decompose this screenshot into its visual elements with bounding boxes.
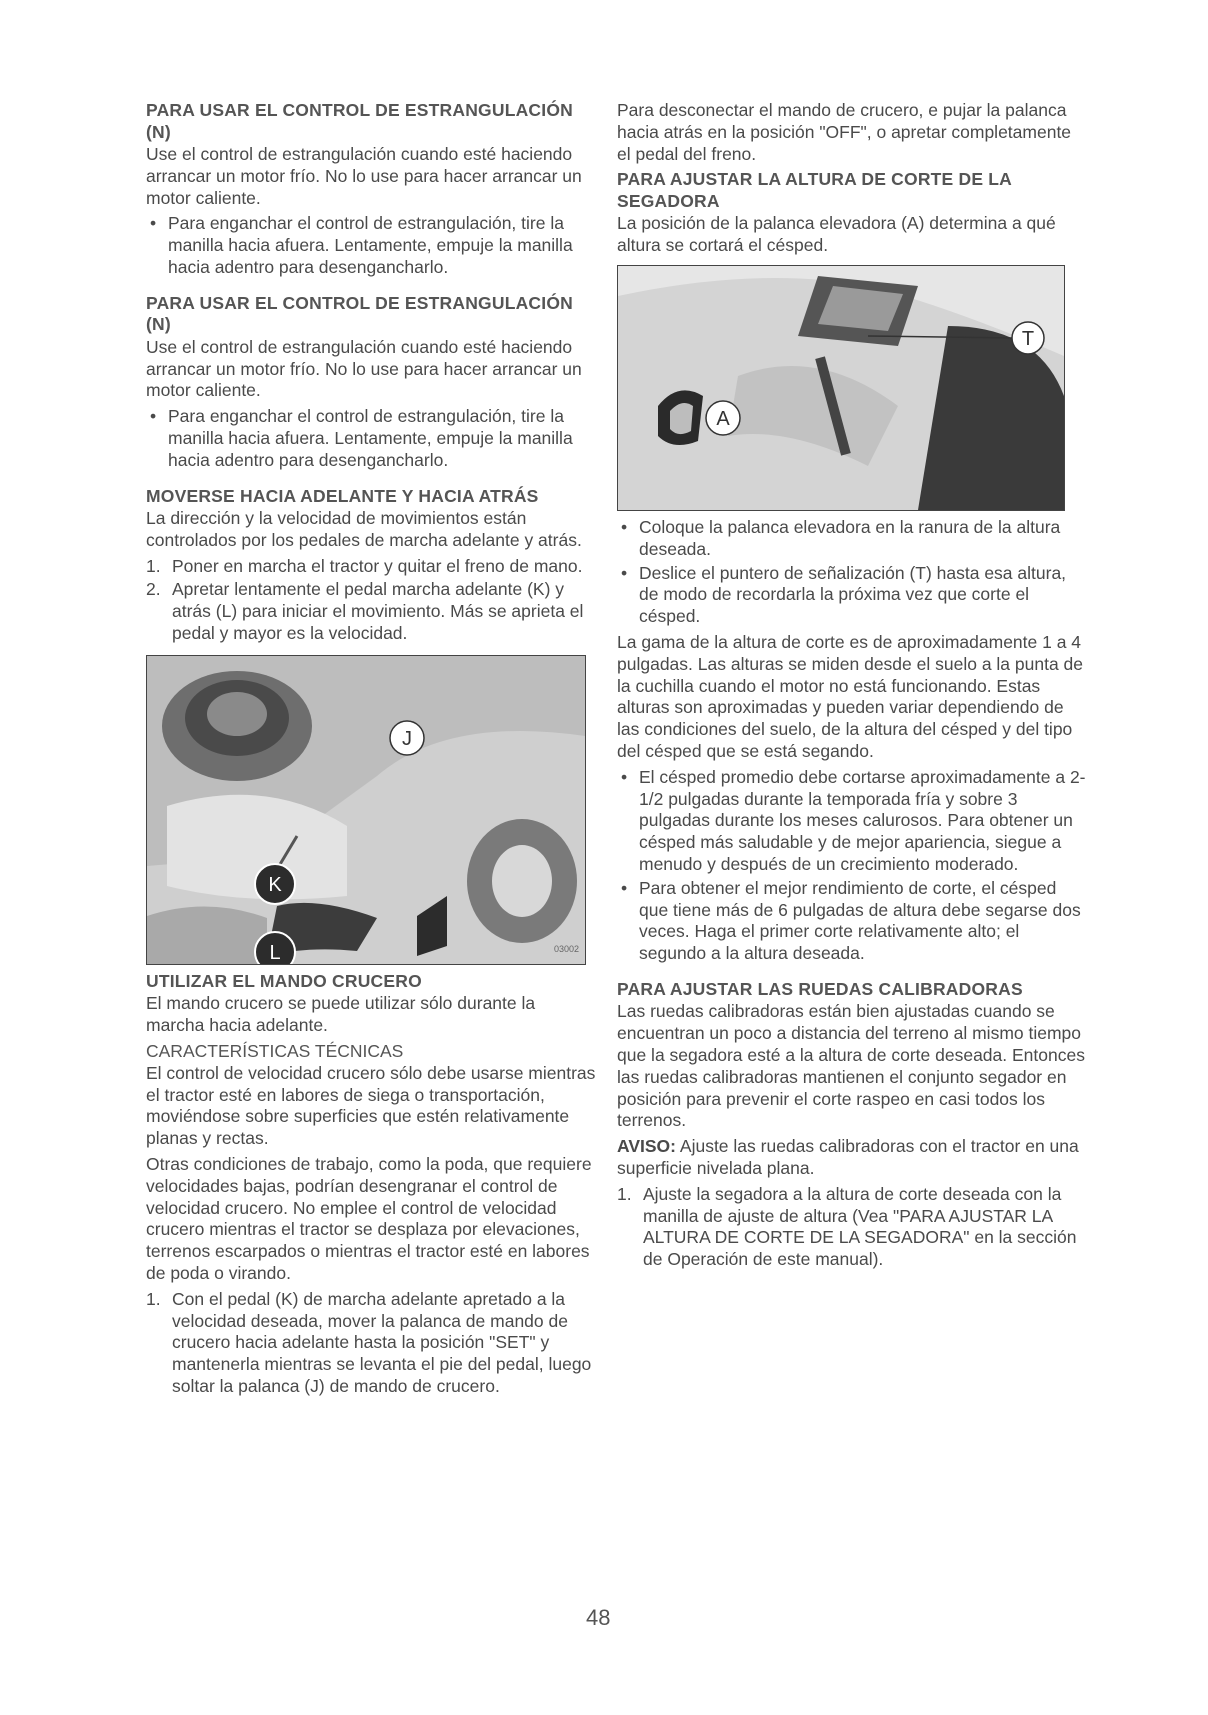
- height-bullet-4: • Para obtener el mejor rendimiento de corte, el césped que tiene más de 6 pulgadas de altura debe segarse dos veces. Haga el primer corte relativamente alto; el segundo a la altura deseada.: [617, 878, 1087, 965]
- cruise-continued: Para desconectar el mando de crucero, e pujar la palanca hacia atrás en la posición "OFF", o apretar completamente el pedal del freno.: [617, 100, 1072, 164]
- cruise-step-1: [146, 1289, 596, 1398]
- pedal-illustration: [147, 656, 585, 964]
- step-number: 2.: [146, 579, 161, 600]
- height-bullet-1: • Coloque la palanca elevadora en la ranura de la altura deseada.: [617, 517, 1087, 561]
- move-step-1: [146, 556, 596, 578]
- step-number: 1.: [146, 1288, 161, 1309]
- height-bullet-2: • Deslice el puntero de señalización (T) hasta esa altura, de modo de recordarla la próxima vez que corte el césped.: [617, 563, 1087, 628]
- height-section: [617, 169, 1087, 965]
- cruise-steps: [146, 1289, 596, 1398]
- pedal-figure: [146, 655, 586, 965]
- move-steps: [146, 556, 596, 645]
- height-p1: La gama de la altura de corte es de aproximadamente 1 a 4 pulgadas. Las alturas se miden desde el suelo a la punta de la cuchilla cuando el motor no está funcionando. Estas alturas son aproximadas y pueden variar dependiendo de las condiciones del suelo, de la altura del césped y del tipo del césped que se está segando.: [617, 631, 1084, 761]
- callout-k: K: [268, 873, 282, 896]
- choke-bullets-2: [146, 406, 596, 471]
- step-number: 1.: [617, 1183, 632, 1204]
- step-number: 1.: [146, 555, 161, 576]
- choke-bullet-1: • Para enganchar el control de estrangulación, tire la manilla hacia afuera. Lentamente, empuje la manilla hacia adentro para desengancharlo.: [146, 213, 596, 278]
- choke-section-2: [146, 293, 596, 472]
- left-column: [146, 100, 596, 1402]
- gauge-p1: Las ruedas calibradoras están bien ajustadas cuando se encuentran un poco a distancia del terreno al mismo tiempo que la segadora esté a la altura de corte deseada. Entonces las ruedas calibradoras mantienen el conjunto segador en posición para prevenir el corte raspeo en casi todos los terrenos.: [617, 1001, 1085, 1131]
- notice-label: AVISO:: [617, 1136, 676, 1157]
- lift-lever-figure: [617, 265, 1065, 511]
- notice-text: Ajuste las ruedas calibradoras con el tractor en una superficie nivelada plana.: [617, 1136, 1079, 1178]
- height-heading: PARA AJUSTAR LA ALTURA DE CORTE DE LA SEGADORA: [617, 169, 1012, 211]
- step-text: Con el pedal (K) de marcha adelante apretado a la velocidad deseada, mover la palanca de mando de crucero hacia adelante hasta la posición "SET" y mantenerla mientras se levanta el pie del pedal, luego soltar la palanca (J) de mando de crucero.: [172, 1288, 592, 1396]
- figure-code: 03002: [553, 944, 579, 955]
- cruise-section: [146, 971, 596, 1398]
- cruise-heading: UTILIZAR EL MANDO CRUCERO: [146, 970, 422, 991]
- choke-bullet-2: • Para enganchar el control de estrangulación, tire la manilla hacia afuera. Lentamente, empuje la manilla hacia adentro para desengancharlo.: [146, 406, 596, 471]
- callout-a: A: [716, 407, 730, 430]
- choke-bullets-1: [146, 213, 596, 278]
- cruise-subheading: CARACTERÍSTICAS TÉCNICAS: [146, 1040, 404, 1061]
- choke-heading-2: PARA USAR EL CONTROL DE ESTRANGULACIÓN (N): [146, 292, 573, 335]
- move-section: [146, 486, 596, 645]
- callout-t: T: [1021, 327, 1035, 350]
- step-text: Apretar lentamente el pedal marcha adelante (K) y atrás (L) para iniciar el movimiento. Más se aprieta el pedal y mayor es la velocidad.: [172, 579, 584, 644]
- right-column: [617, 100, 1087, 1275]
- page-number: 48: [586, 1605, 611, 1630]
- gauge-steps: [617, 1184, 1087, 1271]
- step-text: Poner en marcha el tractor y quitar el freno de mano.: [172, 555, 583, 576]
- height-bullets-2: [617, 767, 1087, 965]
- gauge-section: [617, 979, 1087, 1271]
- height-bullet-3: • El césped promedio debe cortarse aproximadamente a 2-1/2 pulgadas durante la temporada fría y sobre 3 pulgadas durante los meses calurosos. Para obtener un césped más saludable y de mejor apariencia, siegue a menudo y después de un crecimiento moderado.: [617, 767, 1087, 876]
- gauge-step-1: [617, 1184, 1087, 1271]
- cruise-p1: El control de velocidad crucero sólo debe usarse mientras el tractor esté en labores de siega o transportación, moviéndose sobre superficies que estén relativamente planas y rectas.: [146, 1062, 596, 1149]
- height-bullets: [617, 517, 1087, 628]
- gauge-notice: [617, 1136, 1087, 1180]
- choke-heading-1: PARA USAR EL CONTROL DE ESTRANGULACIÓN (N): [146, 100, 573, 142]
- choke-intro-1: Use el control de estrangulación cuando esté haciendo arrancar un motor frío. No lo use para hacer arrancar un motor caliente.: [146, 144, 582, 208]
- cruise-p2: Otras condiciones de trabajo, como la poda, que requiere velocidades bajas, podrían desengranar el control de velocidad crucero. No emplee el control de velocidad crucero mientras el tractor se desplaza por elevaciones, terrenos escarpados o mientras el tractor esté en labores de poda o virando.: [146, 1153, 592, 1283]
- choke-section-1: [146, 100, 596, 279]
- height-intro: La posición de la palanca elevadora (A) determina a qué altura se cortará el césped.: [617, 213, 1056, 256]
- choke-intro-2: Use el control de estrangulación cuando esté haciendo arrancar un motor frío. No lo use para hacer arrancar un motor caliente.: [146, 336, 582, 401]
- lift-lever-illustration: [618, 266, 1064, 510]
- cruise-intro: El mando crucero se puede utilizar sólo durante la marcha hacia adelante.: [146, 993, 536, 1036]
- callout-l: L: [269, 941, 281, 964]
- move-intro: La dirección y la velocidad de movimientos están controlados por los pedales de marcha adelante y atrás.: [146, 508, 582, 550]
- gauge-heading: PARA AJUSTAR LAS RUEDAS CALIBRADORAS: [617, 978, 1023, 999]
- callout-j: J: [402, 727, 412, 750]
- step-text: Ajuste la segadora a la altura de corte deseada con la manilla de ajuste de altura (Vea "PARA AJUSTAR LA ALTURA DE CORTE DE LA SEGADORA" en la sección de Operación de este manual).: [643, 1183, 1077, 1270]
- move-heading: MOVERSE HACIA ADELANTE Y HACIA ATRÁS: [146, 485, 539, 506]
- move-step-2: [146, 579, 596, 644]
